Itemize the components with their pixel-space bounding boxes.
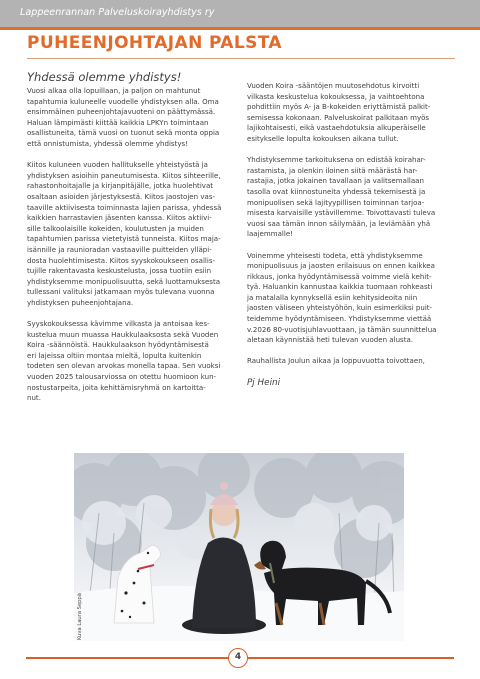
page-title: PUHEENJOHTAJAN PALSTA (27, 33, 282, 53)
paragraph: Vuosi alkaa olla lopuillaan, ja paljon on mahtunut tapahtumia kuluneelle vuodelle yhdistyksen alla. Oma ensimmäinen puheenjohtajavuoteni on päättymässä. Haluan lämpimästi kiittää kaikkia LPKYn toimintaan osallistuneita, tämä vuosi on tuonut sekä monta oppia että onnistumista, yhdessä olemme yhdistys! (27, 86, 220, 148)
paragraph: Yhdistyksemme tarkoituksena on edistää koirahar- rastamista, ja olenkin iloinen siitä määrästä har- rastajia, jotka jokainen tavallaan ja valitsemallaan tasolla ovat kiinnostuneita yhdessä tekemisestä ja monipuolisen sekä lajityypillisen toiminnan tarjoa- misesta karvaisille ystävillemme. Toivottavasti tuleva vuosi saa tämän innon säilymään, ja leviämään yhä laajemmalle! (247, 155, 436, 239)
photo-credit: Kuva Laura Seppä (77, 593, 83, 640)
left-column (27, 86, 233, 414)
paragraph: Syyskokouksessa kävimme vilkasta ja antoisaa kes- kustelua muun muassa Haukkulaaksosta sekä Vuoden Koira -säännöistä. Haukkulaakson hyödyntämisestä eri lajeissa oltiin montaa mieltä, lopulta kuitenkin todeten sen olevan arvokas monella tapaa. Sen vuoksi vuoden 2025 talousarviossa on otettu huomioon kun- nostustarpeita, joita kehittämisryhmä on kartoitta- nut. (27, 319, 221, 403)
paragraph: Vuoden Koira -sääntöjen muutosehdotus kirvoitti vilkasta keskustelua kokouksessa, ja vaihtoehtona pohdittiin myös A- ja B-kokeiden eriyttämistä palkit- semisessa kokonaan. Palveluskoirat palkitaan myös lajikohtaisesti, eikä vastaehdotuksia alkuperäiselle esitykselle lopulta kokouksen aikana tullut. (247, 81, 431, 143)
photo-illustration (74, 453, 404, 641)
right-column (247, 81, 453, 388)
paragraph: Voinemme yhteisesti todeta, että yhdistyksemme monipuolisuus ja jaosten erilaisuus on ennen kaikkea rikkaus, jonka hyödyntämisessä voimme vielä kehit- tyä. Haluankin kannustaa kaikkia tuomaan rohkeasti ja matalalla kynnyksellä esiin kehitysideoita niin jaosten väliseen yhteistyöhön, kuin esimerkiksi puit- teidemme hyödyntämiseen. Yhdistyksemme viettää v.2026 80-vuotisjuhlavuottaan, ja tämän suunnittelua aletaan käynnistää heti tulevan vuoden alusta. (247, 250, 437, 345)
header-accent-line (0, 27, 480, 30)
title-divider (27, 58, 455, 59)
signature: Pj Heini (247, 377, 281, 388)
header-bar (0, 0, 480, 27)
organization-name: Lappeenrannan Palveluskoirayhdistys ry (20, 7, 215, 18)
photo-woman-with-dogs (74, 453, 404, 641)
paragraph: Kiitos kuluneen vuoden hallitukselle yhteistyöstä ja yhdistyksen asioihin paneutumisesta. Kiitos sihteerille, rahastonhoitajalle ja kirjanpitäjälle, jotka huolehtivat osaltaan asioiden järjestyksestä. Kiitos jaostojen vas- taaville aktiivisesta toiminnasta lajien parissa, yhdessä kaikkien harrastavien jäsenten kanssa. Kiitos aktiivi- sille talkoolaisille kokeiden, koulutusten ja muiden tapahtumien parissa vietetyistä tunneista. Kiitos maja- isännille ja raunioradan vastaaville puitteiden ylläpi- dosta huolehtimisesta. Kiitos syyskokoukseen osallis- tujille rakentavasta keskustelusta, jossa tuotiin esiin yhdistyksemme monipuolisuutta, sekä luottamuksesta tullessani valituksi jatkamaan myös tulevana vuonna yhdistyksen puheenjohtajana. (27, 160, 222, 307)
article-subtitle: Yhdessä olemme yhdistys! (27, 70, 182, 84)
page-number: 4 (228, 648, 248, 668)
paragraph: Rauhallista Joulun aikaa ja loppuvuotta toivottaen, (247, 356, 425, 366)
